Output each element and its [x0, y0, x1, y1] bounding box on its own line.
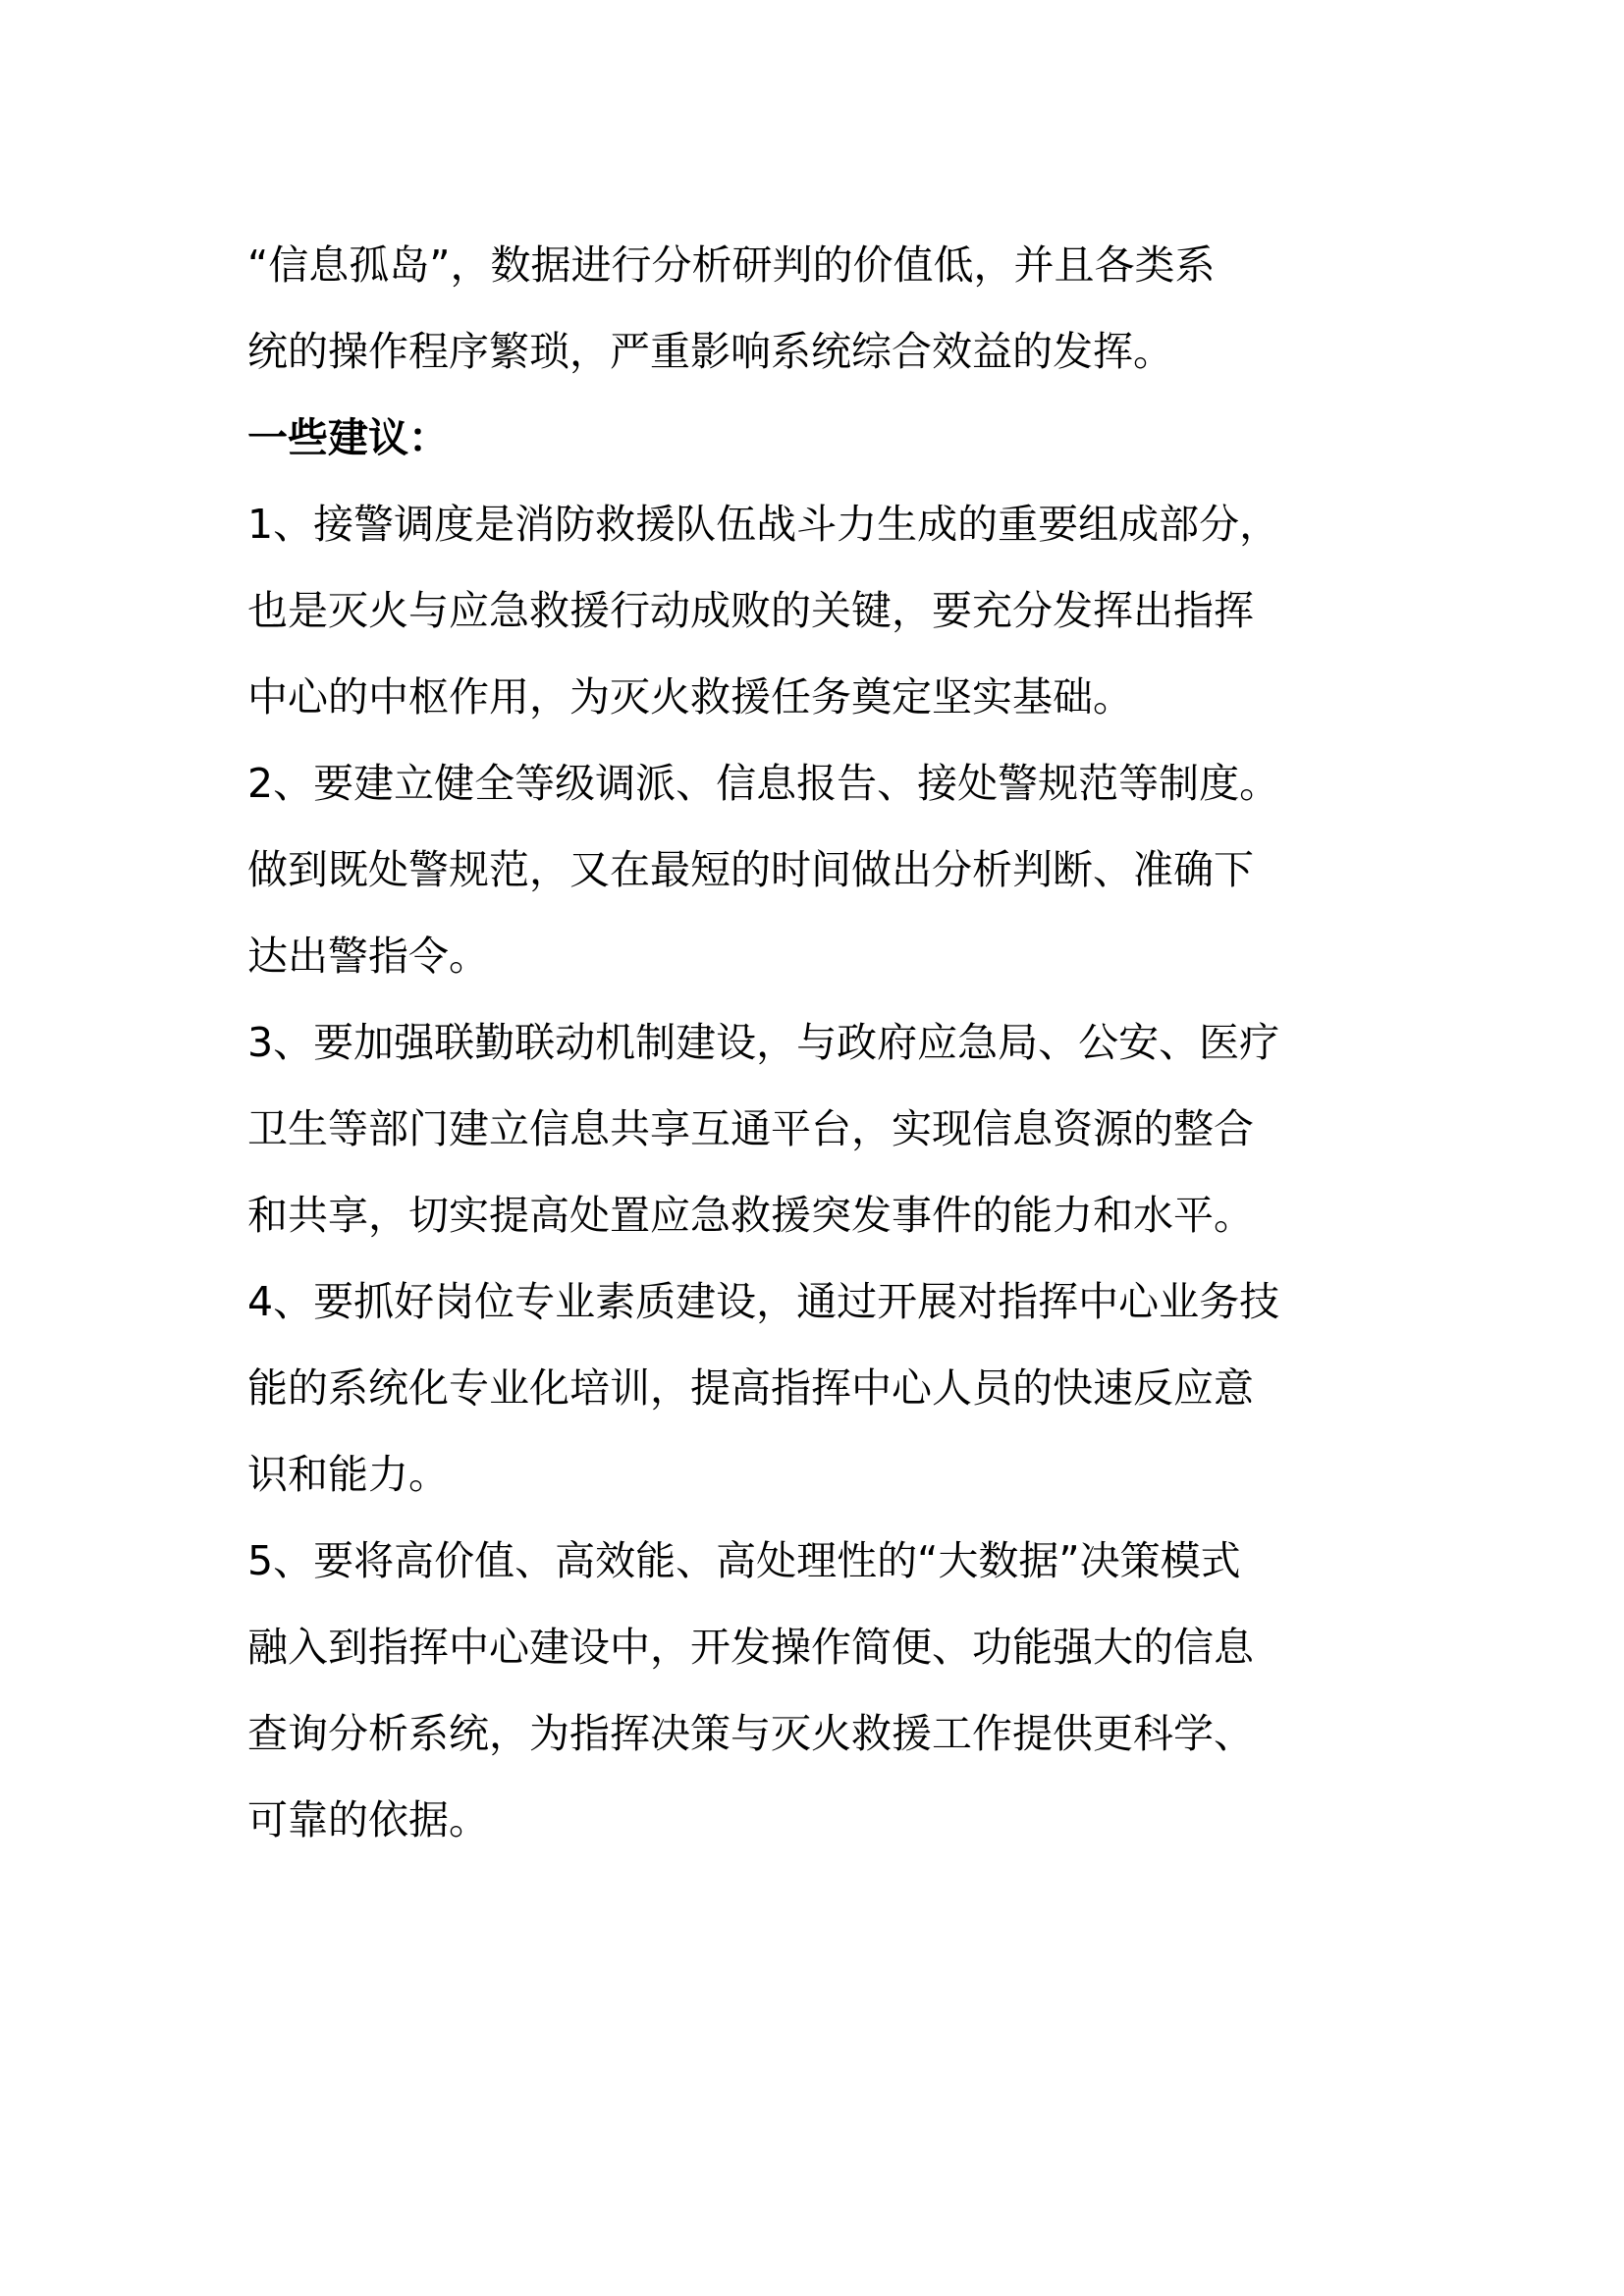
suggestion-item-3	[247, 999, 1386, 1258]
suggestion-item-2	[247, 740, 1386, 999]
paragraph-line: 4、要抓好岗位专业素质建设，通过开展对指挥中心业务技	[247, 1278, 1280, 1325]
paragraph-line: 1、接警调度是消防救援队伍战斗力生成的重要组成部分，	[247, 501, 1280, 548]
paragraph-line: 5、要将高价值、高效能、高处理性的“大数据”决策模式	[247, 1537, 1241, 1584]
paragraph-line: 做到既处警规范，又在最短的时间做出分析判断、准确下	[247, 846, 1254, 893]
paragraph-line: 和共享，切实提高处置应急救援突发事件的能力和水平。	[247, 1192, 1254, 1239]
intro-line: 统的操作程序繁琐，严重影响系统综合效益的发挥。	[247, 328, 1173, 375]
paragraph-line: 2、要建立健全等级调派、信息报告、接处警规范等制度。	[247, 760, 1280, 807]
paragraph-line: 3、要加强联勤联动机制建设，与政府应急局、公安、医疗	[247, 1019, 1280, 1066]
intro-line: “信息孤岛”，数据进行分析研判的价值低，并且各类系	[247, 241, 1216, 289]
section-heading: 一些建议：	[247, 414, 449, 461]
paragraph-line: 查询分析系统，为指挥决策与灭火救援工作提供更科学、	[247, 1710, 1254, 1757]
paragraph-line: 也是灭火与应急救援行动成败的关键，要充分发挥出指挥	[247, 587, 1254, 634]
suggestion-item-1	[247, 481, 1386, 740]
paragraph-line: 能的系统化专业化培训，提高指挥中心人员的快速反应意	[247, 1364, 1254, 1412]
paragraph-line: 卫生等部门建立信息共享互通平台，实现信息资源的整合	[247, 1105, 1254, 1152]
paragraph-line: 融入到指挥中心建设中，开发操作简便、功能强大的信息	[247, 1624, 1254, 1671]
paragraph-line: 中心的中枢作用，为灭火救援任务奠定坚实基础。	[247, 673, 1133, 721]
paragraph-line: 达出警指令。	[247, 933, 489, 980]
suggestion-item-5	[247, 1518, 1386, 1863]
suggestion-item-4	[247, 1258, 1386, 1518]
document-body	[247, 222, 1386, 1863]
paragraph-line: 识和能力。	[247, 1451, 449, 1498]
paragraph-line: 可靠的依据。	[247, 1796, 489, 1843]
